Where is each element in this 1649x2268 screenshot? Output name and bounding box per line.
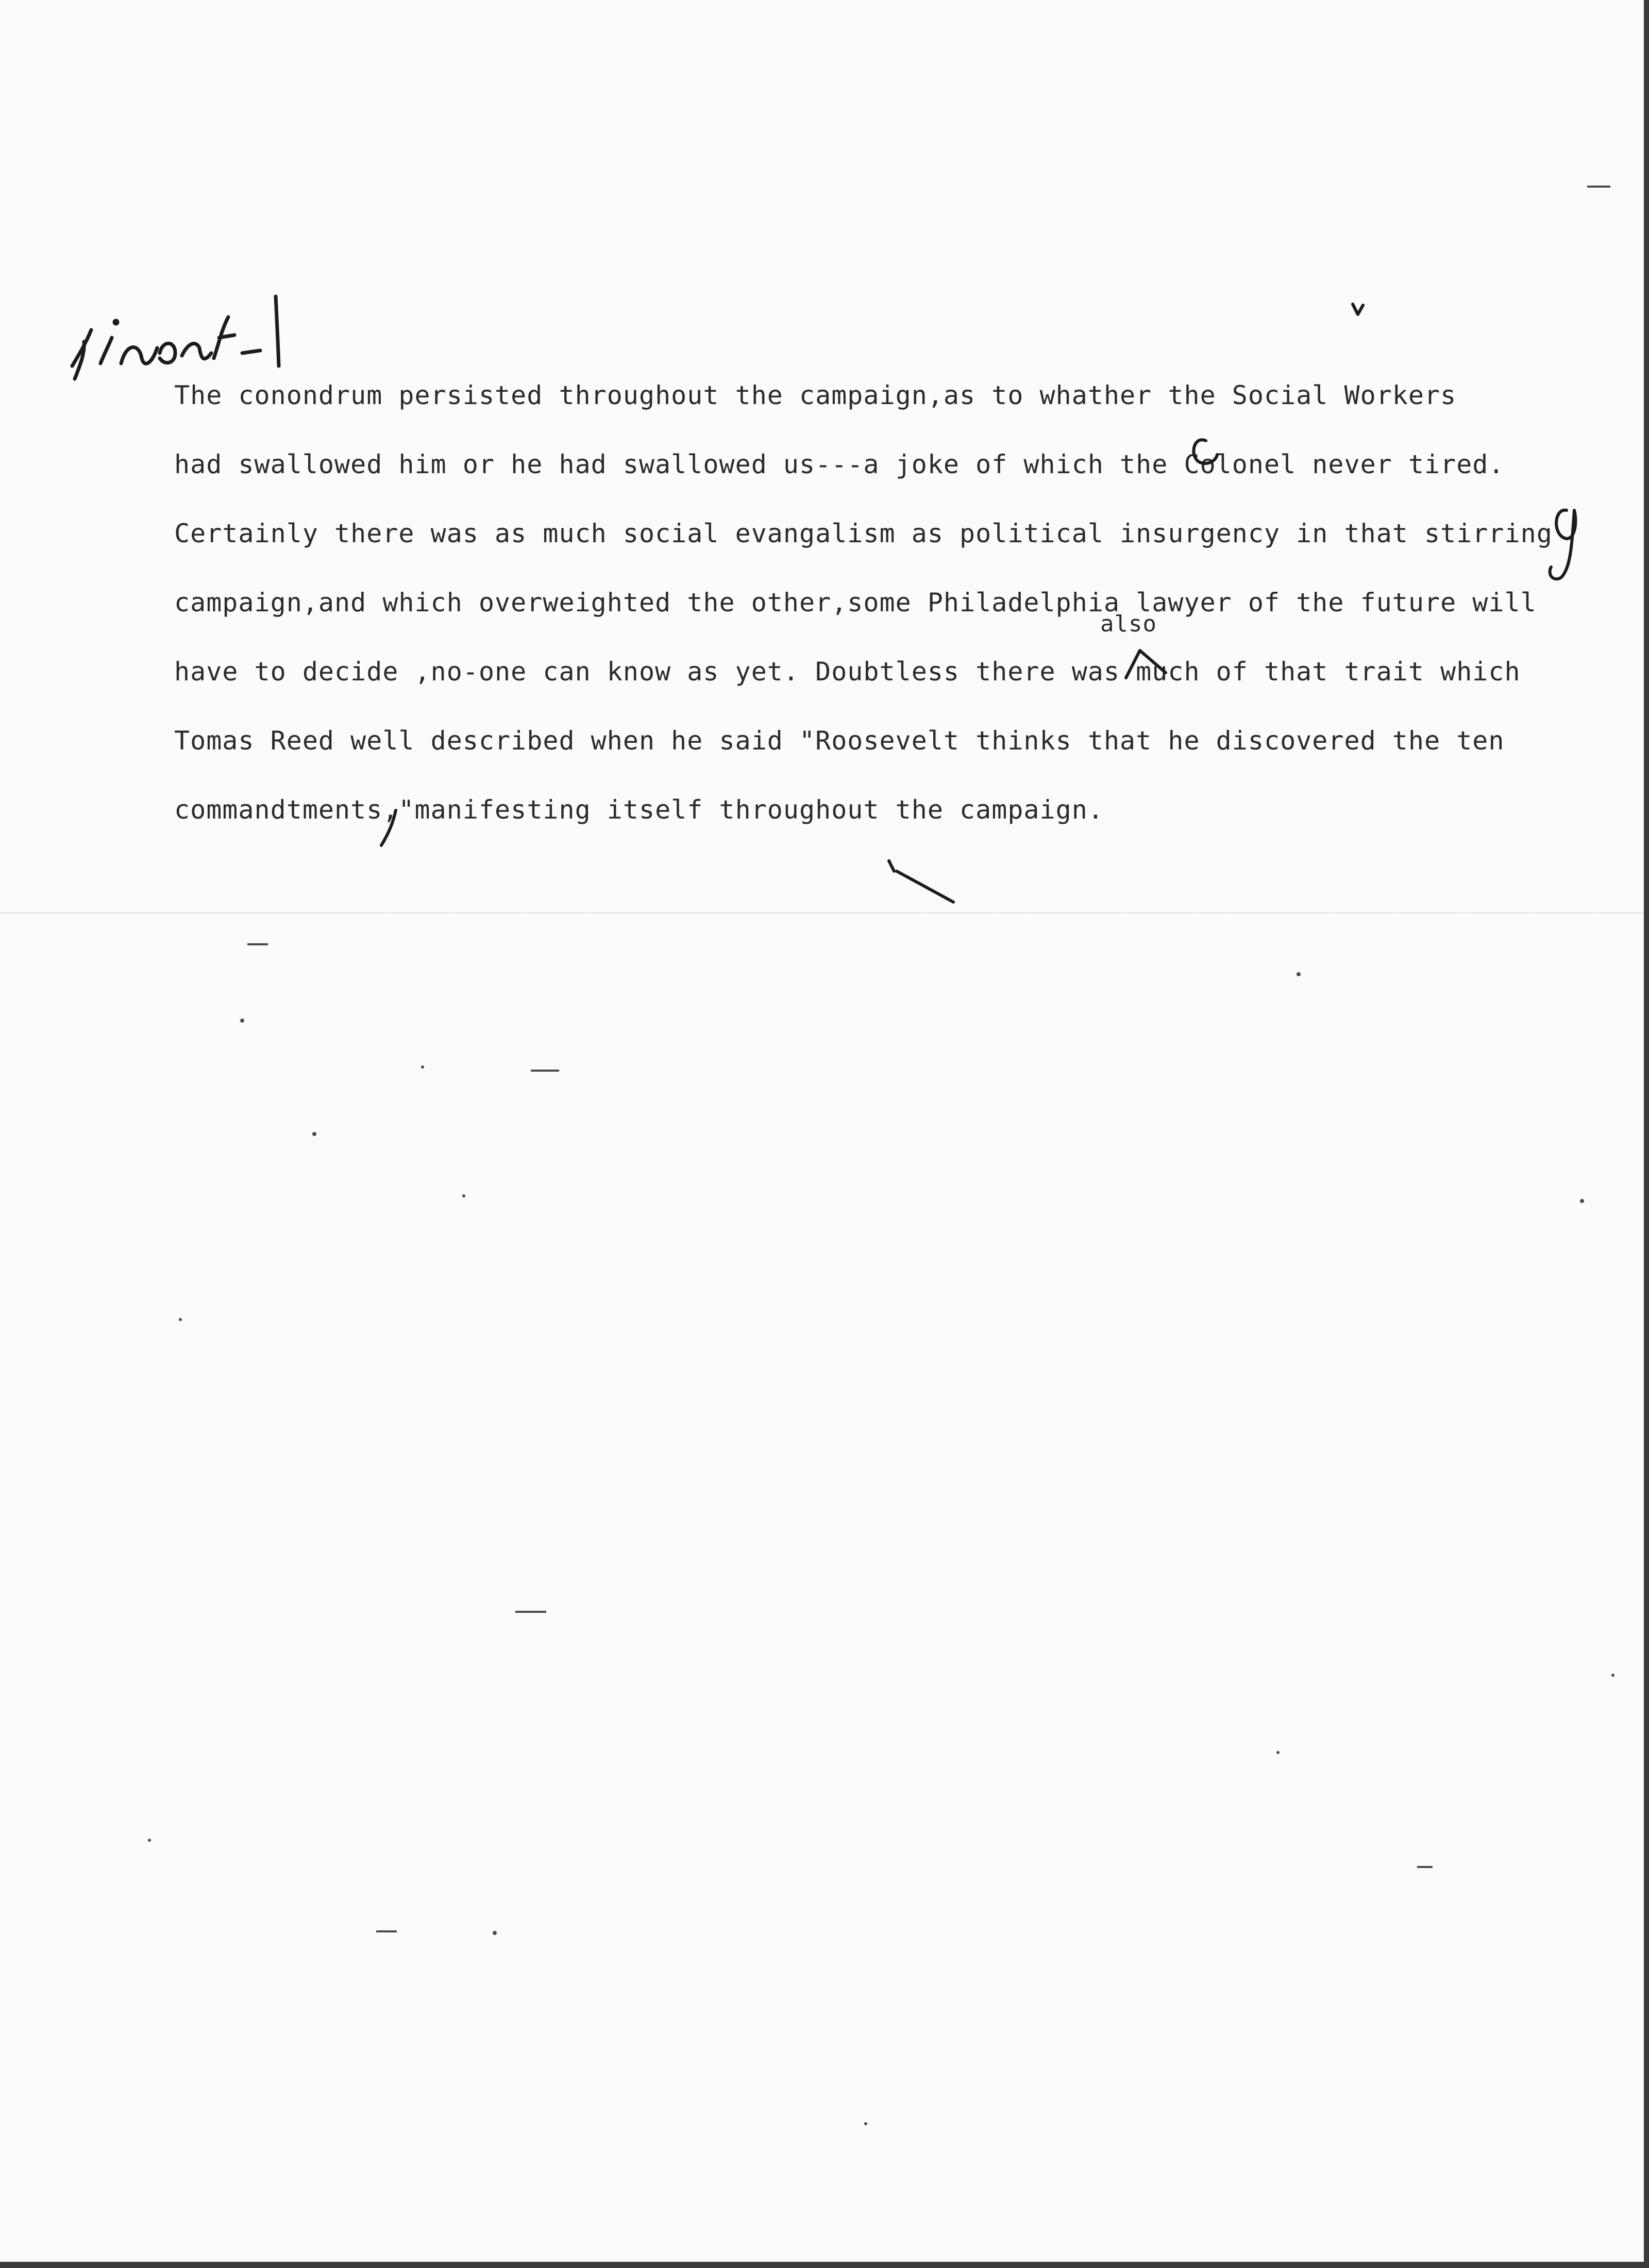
typed-line-4: campaign,and which overweighted the other,some Philadelphia lawyer of the future will	[174, 588, 1537, 618]
typed-line-1: The conondrum persisted throughout the campaign,as to whather the Social Workers	[174, 380, 1457, 410]
stray-ink-arrow-icon	[1353, 304, 1363, 314]
page-edge-bottom	[0, 2262, 1649, 2268]
page-edge-right	[1644, 0, 1649, 2268]
insert-position-tick	[889, 861, 953, 902]
typed-line-2: had swallowed him or he had swallowed us---a joke of which the Colonel never tired.	[174, 449, 1505, 479]
typed-line-7: commandtments,"manifesting itself throughout the campaign.	[174, 795, 1104, 825]
paper-fold-line	[0, 912, 1644, 913]
typed-line-3: Certainly there was as much social evangalism as political insurgency in that stirring	[174, 519, 1553, 548]
typed-paragraph	[174, 361, 1566, 844]
interlinear-insertion: also	[1100, 611, 1157, 637]
typed-line-5: have to decide ,no-one can know as yet. Doubtless there was much of that trait which	[174, 657, 1521, 687]
typed-line-6: Tomas Reed well described when he said "Roosevelt thinks that he discovered the ten	[174, 726, 1505, 756]
